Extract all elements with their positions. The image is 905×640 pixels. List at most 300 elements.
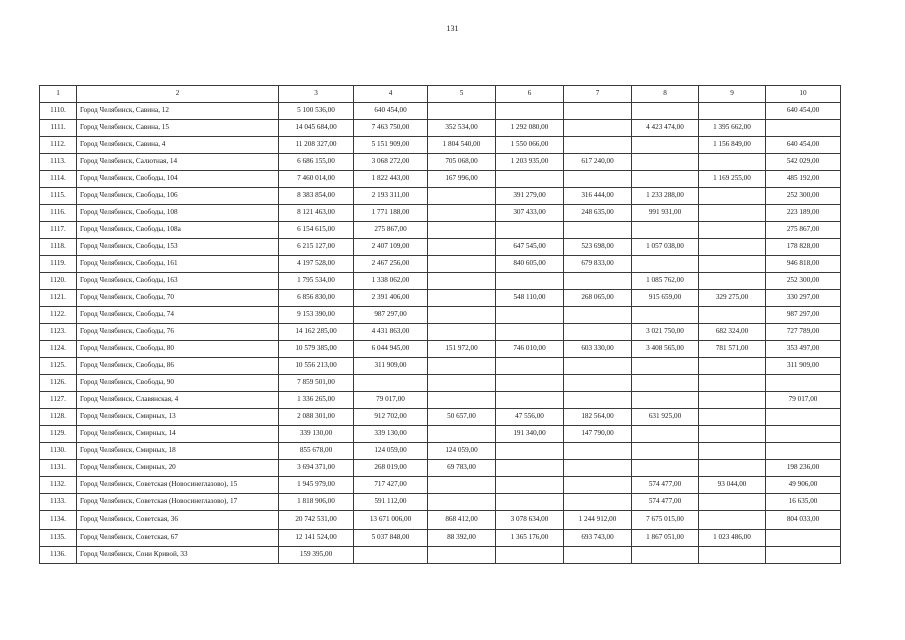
amount-cell [564,477,632,494]
column-header: 6 [496,86,564,103]
amount-cell: 542 029,00 [766,154,841,171]
amount-cell: 548 110,00 [496,290,564,307]
amount-cell [632,256,699,273]
address-cell: Город Челябинск, Свободы, 104 [77,171,279,188]
amount-cell: 1 338 062,00 [354,273,428,290]
amount-cell [496,324,564,341]
amount-cell: 6 856 830,00 [279,290,354,307]
amount-cell: 591 112,00 [354,494,428,511]
row-number-cell: 1110. [40,103,77,120]
amount-cell [428,239,496,256]
amount-cell: 1 804 540,00 [428,137,496,154]
amount-cell: 523 698,00 [564,239,632,256]
amount-cell: 946 818,00 [766,256,841,273]
amount-cell [496,307,564,324]
address-cell: Город Челябинск, Савина, 12 [77,103,279,120]
amount-cell [766,426,841,443]
amount-cell [632,103,699,120]
amount-cell [428,426,496,443]
table-row [40,426,841,443]
table-row [40,547,841,564]
amount-cell [564,443,632,460]
amount-cell: 1 169 255,00 [699,171,766,188]
table-row [40,392,841,409]
table-row [40,460,841,477]
amount-cell: 1 771 188,00 [354,205,428,222]
address-cell: Город Челябинск, Свободы, 76 [77,324,279,341]
amount-cell: 7 463 750,00 [354,120,428,137]
table-row [40,530,841,547]
amount-cell: 1 233 288,00 [632,188,699,205]
amount-cell [564,547,632,564]
table-row [40,188,841,205]
table-row [40,205,841,222]
amount-cell [699,547,766,564]
amount-cell: 79 017,00 [766,392,841,409]
address-cell: Город Челябинск, Свободы, 106 [77,188,279,205]
amount-cell [428,307,496,324]
amount-cell: 705 068,00 [428,154,496,171]
amount-cell: 50 657,00 [428,409,496,426]
amount-cell: 912 702,00 [354,409,428,426]
amount-cell [428,290,496,307]
amount-cell [699,460,766,477]
amount-cell [632,375,699,392]
amount-cell: 693 743,00 [564,530,632,547]
address-cell: Город Челябинск, Свободы, 74 [77,307,279,324]
amount-cell [428,273,496,290]
header-row [40,86,841,103]
row-number-cell: 1134. [40,511,77,530]
amount-cell: 182 564,00 [564,409,632,426]
amount-cell: 329 275,00 [699,290,766,307]
amount-cell: 10 579 385,00 [279,341,354,358]
table-row [40,154,841,171]
amount-cell [564,137,632,154]
row-number-cell: 1112. [40,137,77,154]
row-number-cell: 1128. [40,409,77,426]
amount-cell: 147 790,00 [564,426,632,443]
amount-cell: 631 925,00 [632,409,699,426]
amount-cell: 198 236,00 [766,460,841,477]
amount-cell: 20 742 531,00 [279,511,354,530]
row-number-cell: 1130. [40,443,77,460]
amount-cell [632,171,699,188]
row-number-cell: 1125. [40,358,77,375]
amount-cell [564,103,632,120]
amount-cell: 49 906,00 [766,477,841,494]
amount-cell: 16 635,00 [766,494,841,511]
amount-cell [699,409,766,426]
amount-cell: 167 996,00 [428,171,496,188]
amount-cell: 275 867,00 [354,222,428,239]
amount-cell: 840 605,00 [496,256,564,273]
amount-cell [496,171,564,188]
column-header: 4 [354,86,428,103]
amount-cell [632,460,699,477]
amount-cell [496,358,564,375]
amount-cell: 781 571,00 [699,341,766,358]
amount-cell: 1 365 176,00 [496,530,564,547]
table-row [40,477,841,494]
row-number-cell: 1123. [40,324,77,341]
address-cell: Город Челябинск, Смирных, 13 [77,409,279,426]
amount-cell [766,530,841,547]
amount-cell: 1 818 906,00 [279,494,354,511]
amount-cell: 1 203 935,00 [496,154,564,171]
address-cell: Город Челябинск, Свободы, 86 [77,358,279,375]
amount-cell [496,392,564,409]
amount-cell: 717 427,00 [354,477,428,494]
table-row [40,103,841,120]
column-header: 10 [766,86,841,103]
amount-cell [564,222,632,239]
amount-cell: 79 017,00 [354,392,428,409]
amount-cell [699,205,766,222]
address-cell: Город Челябинск, Смирных, 14 [77,426,279,443]
amount-cell: 178 828,00 [766,239,841,256]
amount-cell: 316 444,00 [564,188,632,205]
address-cell: Город Челябинск, Свободы, 153 [77,239,279,256]
amount-cell [428,358,496,375]
amount-cell: 14 162 285,00 [279,324,354,341]
amount-cell: 3 021 750,00 [632,324,699,341]
amount-cell [496,547,564,564]
amount-cell: 574 477,00 [632,494,699,511]
amount-cell: 3 078 634,00 [496,511,564,530]
address-cell: Город Челябинск, Свободы, 70 [77,290,279,307]
amount-cell: 2 391 406,00 [354,290,428,307]
address-cell: Город Челябинск, Салютная, 14 [77,154,279,171]
amount-cell [564,392,632,409]
amount-cell: 11 208 327,00 [279,137,354,154]
address-cell: Город Челябинск, Савина, 15 [77,120,279,137]
amount-cell: 307 433,00 [496,205,564,222]
amount-cell [564,375,632,392]
table-row [40,511,841,530]
amount-cell [496,460,564,477]
amount-cell [496,443,564,460]
amount-cell: 69 783,00 [428,460,496,477]
amount-cell: 13 671 006,00 [354,511,428,530]
table-row [40,290,841,307]
amount-cell: 4 197 528,00 [279,256,354,273]
amount-cell: 3 068 272,00 [354,154,428,171]
amount-cell [699,239,766,256]
amount-cell [699,103,766,120]
amount-cell: 485 192,00 [766,171,841,188]
amount-cell: 3 694 371,00 [279,460,354,477]
amount-cell: 3 408 565,00 [632,341,699,358]
address-cell: Город Челябинск, Свободы, 163 [77,273,279,290]
address-cell: Город Челябинск, Савина, 4 [77,137,279,154]
address-cell: Город Челябинск, Свободы, 108 [77,205,279,222]
amount-cell: 1 023 486,00 [699,530,766,547]
table-row [40,409,841,426]
amount-cell [496,222,564,239]
amount-cell [699,443,766,460]
amount-cell: 268 065,00 [564,290,632,307]
row-number-cell: 1129. [40,426,77,443]
amount-cell: 6 686 155,00 [279,154,354,171]
amount-cell: 1 244 912,00 [564,511,632,530]
amount-cell: 311 909,00 [354,358,428,375]
table-row [40,256,841,273]
amount-cell [699,511,766,530]
amount-cell: 727 789,00 [766,324,841,341]
amount-cell [699,494,766,511]
amount-cell: 7 675 015,00 [632,511,699,530]
amount-cell [699,426,766,443]
row-number-cell: 1118. [40,239,77,256]
amount-cell [564,171,632,188]
amount-cell [699,273,766,290]
amount-cell [428,547,496,564]
amount-cell: 268 019,00 [354,460,428,477]
row-number-cell: 1111. [40,120,77,137]
amount-cell [699,256,766,273]
amount-cell: 151 972,00 [428,341,496,358]
column-header: 8 [632,86,699,103]
amount-cell [699,392,766,409]
amount-cell: 2 407 109,00 [354,239,428,256]
amount-cell [766,443,841,460]
amount-cell [564,358,632,375]
amount-cell [428,324,496,341]
amount-cell: 1 795 534,00 [279,273,354,290]
amount-cell [564,324,632,341]
address-cell: Город Челябинск, Советская, 67 [77,530,279,547]
amount-cell: 915 659,00 [632,290,699,307]
amount-cell [632,443,699,460]
amount-cell: 6 215 127,00 [279,239,354,256]
amount-cell: 1 292 080,00 [496,120,564,137]
amount-cell [632,307,699,324]
amount-cell: 2 088 301,00 [279,409,354,426]
amount-cell [699,222,766,239]
amount-cell: 275 867,00 [766,222,841,239]
amount-cell: 88 392,00 [428,530,496,547]
amount-cell: 353 497,00 [766,341,841,358]
row-number-cell: 1135. [40,530,77,547]
amount-cell [564,307,632,324]
row-number-cell: 1120. [40,273,77,290]
amount-cell [564,120,632,137]
amount-cell: 5 100 536,00 [279,103,354,120]
table-row [40,171,841,188]
amount-cell [354,547,428,564]
amount-cell: 339 130,00 [354,426,428,443]
amount-cell: 640 454,00 [766,103,841,120]
row-number-cell: 1114. [40,171,77,188]
amount-cell: 12 141 524,00 [279,530,354,547]
amount-cell [428,392,496,409]
amount-cell [428,375,496,392]
amount-cell [496,103,564,120]
column-header: 1 [40,86,77,103]
amount-cell [632,392,699,409]
address-cell: Город Челябинск, Смирных, 20 [77,460,279,477]
amount-cell: 5 151 909,00 [354,137,428,154]
amount-cell: 746 010,00 [496,341,564,358]
amount-cell: 391 279,00 [496,188,564,205]
amount-cell: 1 822 443,00 [354,171,428,188]
amount-cell: 1 550 066,00 [496,137,564,154]
amount-cell: 868 412,00 [428,511,496,530]
row-number-cell: 1119. [40,256,77,273]
amount-cell [632,222,699,239]
amount-cell [564,460,632,477]
amount-cell: 617 240,00 [564,154,632,171]
table-row [40,307,841,324]
amount-cell: 1 395 662,00 [699,120,766,137]
table-row [40,341,841,358]
amount-cell: 9 153 390,00 [279,307,354,324]
amount-cell: 679 833,00 [564,256,632,273]
amount-cell [699,307,766,324]
address-cell: Город Челябинск, Сони Кривой, 33 [77,547,279,564]
amount-cell: 1 867 051,00 [632,530,699,547]
address-cell: Город Челябинск, Смирных, 18 [77,443,279,460]
amount-cell: 252 300,00 [766,188,841,205]
column-header: 7 [564,86,632,103]
address-cell: Город Челябинск, Свободы, 108а [77,222,279,239]
table-row [40,358,841,375]
row-number-cell: 1126. [40,375,77,392]
amount-cell: 14 045 684,00 [279,120,354,137]
amount-cell [496,494,564,511]
row-number-cell: 1113. [40,154,77,171]
amount-cell: 4 431 863,00 [354,324,428,341]
amount-cell: 647 545,00 [496,239,564,256]
column-header: 5 [428,86,496,103]
amount-cell: 855 678,00 [279,443,354,460]
amount-cell: 640 454,00 [766,137,841,154]
amount-cell [699,154,766,171]
amount-cell [632,547,699,564]
amount-cell: 352 534,00 [428,120,496,137]
page-number: 131 [446,24,459,33]
amount-cell [564,494,632,511]
amount-cell: 804 033,00 [766,511,841,530]
amount-cell: 1 156 849,00 [699,137,766,154]
table-row [40,273,841,290]
amount-cell: 8 121 463,00 [279,205,354,222]
row-number-cell: 1121. [40,290,77,307]
table-row [40,324,841,341]
amount-cell [766,547,841,564]
amount-cell [428,205,496,222]
amount-cell: 574 477,00 [632,477,699,494]
amount-cell: 987 297,00 [766,307,841,324]
amount-cell [766,120,841,137]
amount-cell [496,375,564,392]
amount-cell: 2 193 311,00 [354,188,428,205]
table-row [40,443,841,460]
amount-cell: 1 085 762,00 [632,273,699,290]
amount-cell: 991 931,00 [632,205,699,222]
address-cell: Город Челябинск, Славянская, 4 [77,392,279,409]
table-row [40,120,841,137]
column-header: 2 [77,86,279,103]
amount-cell [428,222,496,239]
amount-cell: 252 300,00 [766,273,841,290]
amount-cell: 10 556 213,00 [279,358,354,375]
amount-cell: 1 945 979,00 [279,477,354,494]
amount-cell: 987 297,00 [354,307,428,324]
table-row [40,375,841,392]
amount-cell [428,477,496,494]
amount-cell: 47 556,00 [496,409,564,426]
amount-cell: 8 383 854,00 [279,188,354,205]
amount-cell: 682 324,00 [699,324,766,341]
amount-cell: 93 044,00 [699,477,766,494]
amount-cell [699,358,766,375]
amount-cell: 1 057 038,00 [632,239,699,256]
amount-cell [496,477,564,494]
amount-cell: 191 340,00 [496,426,564,443]
table-row [40,239,841,256]
amount-cell [632,426,699,443]
address-cell: Город Челябинск, Советская (Новосинеглазово), 15 [77,477,279,494]
row-number-cell: 1132. [40,477,77,494]
amount-cell: 640 454,00 [354,103,428,120]
amount-cell [428,188,496,205]
amount-cell [699,375,766,392]
row-number-cell: 1127. [40,392,77,409]
amount-cell: 330 297,00 [766,290,841,307]
amount-cell: 223 189,00 [766,205,841,222]
row-number-cell: 1133. [40,494,77,511]
amount-cell [428,256,496,273]
amount-cell: 248 635,00 [564,205,632,222]
row-number-cell: 1124. [40,341,77,358]
amount-cell [766,409,841,426]
data-table [39,85,841,564]
amount-cell [632,137,699,154]
amount-cell: 5 037 848,00 [354,530,428,547]
amount-cell: 124 059,00 [354,443,428,460]
column-header: 3 [279,86,354,103]
row-number-cell: 1122. [40,307,77,324]
address-cell: Город Челябинск, Советская (Новосинеглазово), 17 [77,494,279,511]
amount-cell: 159 395,00 [279,547,354,564]
amount-cell [354,375,428,392]
amount-cell: 124 059,00 [428,443,496,460]
amount-cell: 7 859 501,00 [279,375,354,392]
amount-cell [564,273,632,290]
amount-cell [766,375,841,392]
table-row [40,222,841,239]
amount-cell [496,273,564,290]
row-number-cell: 1116. [40,205,77,222]
amount-cell: 339 130,00 [279,426,354,443]
row-number-cell: 1136. [40,547,77,564]
amount-cell [632,358,699,375]
row-number-cell: 1115. [40,188,77,205]
amount-cell [632,154,699,171]
amount-cell: 4 423 474,00 [632,120,699,137]
amount-cell: 7 460 014,00 [279,171,354,188]
table-row [40,494,841,511]
amount-cell [699,188,766,205]
amount-cell [428,494,496,511]
amount-cell: 1 336 265,00 [279,392,354,409]
address-cell: Город Челябинск, Советская, 36 [77,511,279,530]
address-cell: Город Челябинск, Свободы, 80 [77,341,279,358]
row-number-cell: 1117. [40,222,77,239]
amount-cell: 6 044 945,00 [354,341,428,358]
